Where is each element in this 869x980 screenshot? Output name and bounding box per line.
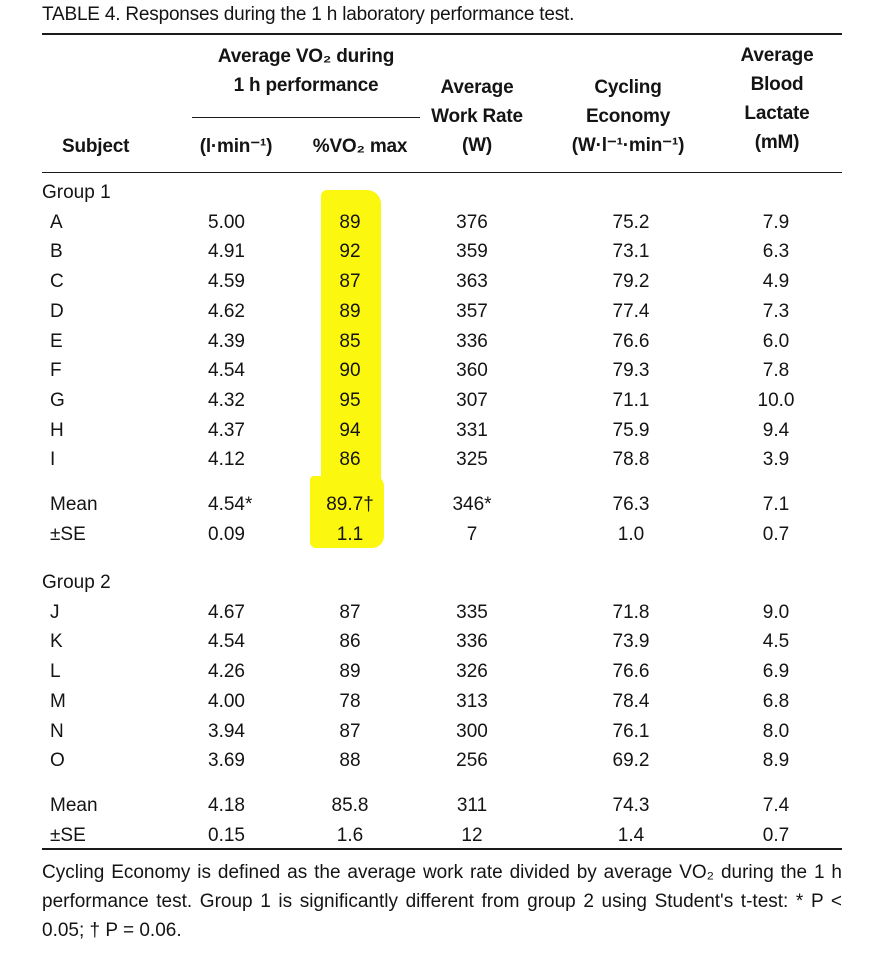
cell-economy: 76.1 [612, 720, 650, 742]
cell-lactate: 7.8 [762, 360, 790, 382]
se-cell-vo2max-pct: 1.1 [336, 523, 364, 545]
header-vo2-abs: (l·min⁻¹) [199, 136, 273, 157]
header-lactate-line2: Blood [750, 74, 804, 95]
cell-vo2max-pct: 88 [339, 750, 361, 772]
header-rule [42, 172, 842, 173]
mean-cell-economy: 76.3 [612, 494, 650, 515]
se-cell-vo2max-pct: 1.6 [336, 824, 364, 846]
cell-economy: 76.6 [612, 661, 650, 683]
mean-cell-economy: 74.3 [612, 794, 650, 816]
header-vo2-line1: Average VO₂ during [217, 46, 395, 67]
cell-work-rate: 300 [456, 720, 488, 742]
cell-work-rate: 331 [456, 419, 488, 441]
mean-cell-work-rate: 346* [452, 494, 492, 515]
header-economy-line2: Economy [585, 106, 671, 127]
cell-vo2max-pct: 85 [339, 330, 361, 352]
cell-economy: 79.3 [612, 360, 650, 382]
bottom-rule [42, 848, 842, 850]
header-lactate-line3: Lactate [744, 103, 810, 124]
cell-vo2max-pct: 95 [339, 389, 361, 411]
cell-subject: J [50, 601, 60, 623]
header-lactate [722, 41, 832, 157]
header-work-rate-unit: (W) [462, 135, 492, 156]
header-vo2-group [192, 42, 420, 100]
mean-cell-vo2max-pct: 89.7† [326, 494, 374, 515]
se-cell-lactate: 0.7 [762, 824, 790, 846]
cell-economy: 78.8 [612, 449, 650, 471]
se-cell-work-rate: 7 [466, 523, 478, 545]
se-cell-economy: 1.4 [617, 824, 645, 846]
mean-label: Mean [50, 494, 98, 515]
cell-subject: E [50, 330, 63, 352]
cell-work-rate: 336 [456, 330, 488, 352]
cell-subject: C [50, 271, 64, 293]
cell-economy: 69.2 [612, 750, 650, 772]
header-work-rate-line2: Work Rate [431, 106, 523, 127]
cell-economy: 73.1 [612, 241, 650, 263]
cell-vo2max-pct: 86 [339, 631, 361, 653]
cell-economy: 73.9 [612, 631, 650, 653]
cell-vo2: 5.00 [208, 211, 245, 233]
cell-economy: 79.2 [612, 271, 650, 293]
cell-vo2max-pct: 78 [339, 690, 361, 712]
cell-lactate: 4.9 [762, 271, 790, 293]
header-economy [548, 73, 708, 160]
cell-lactate: 6.8 [762, 690, 790, 712]
header-vo2-pct: %VO₂ max [312, 136, 408, 157]
cell-economy: 77.4 [612, 300, 650, 322]
cell-work-rate: 307 [456, 389, 488, 411]
cell-vo2: 3.94 [208, 720, 245, 742]
cell-economy: 71.8 [612, 601, 650, 623]
mean-cell-lactate: 7.4 [762, 794, 790, 816]
table-caption: TABLE 4. Responses during the 1 h laboratory performance test. [42, 4, 575, 25]
group-label: Group 1 [42, 182, 111, 203]
cell-work-rate: 363 [456, 271, 488, 293]
cell-vo2max-pct: 86 [339, 449, 361, 471]
cell-vo2: 4.62 [208, 300, 245, 322]
cell-economy: 75.2 [612, 211, 650, 233]
cell-vo2max-pct: 89 [339, 211, 361, 233]
cell-work-rate: 256 [456, 750, 488, 772]
cell-lactate: 6.0 [762, 330, 790, 352]
cell-vo2max-pct: 90 [339, 360, 361, 382]
cell-lactate: 9.0 [762, 601, 790, 623]
vo2-group-underline [192, 117, 420, 118]
cell-vo2: 4.00 [208, 690, 245, 712]
cell-work-rate: 325 [456, 449, 488, 471]
cell-vo2: 4.39 [208, 330, 245, 352]
header-lactate-line1: Average [740, 45, 814, 66]
cell-subject: I [50, 449, 56, 471]
cell-subject: F [50, 360, 62, 382]
cell-subject: O [50, 750, 65, 772]
cell-vo2: 3.69 [208, 750, 245, 772]
mean-cell-vo2max-pct: 85.8 [331, 794, 369, 816]
cell-vo2: 4.54 [208, 360, 245, 382]
cell-subject: B [50, 241, 63, 263]
cell-vo2max-pct: 87 [339, 601, 361, 623]
cell-lactate: 6.3 [762, 241, 790, 263]
cell-economy: 76.6 [612, 330, 650, 352]
cell-vo2max-pct: 89 [339, 661, 361, 683]
header-economy-line1: Cycling [594, 77, 662, 98]
cell-vo2max-pct: 89 [339, 300, 361, 322]
mean-cell-work-rate: 311 [456, 794, 488, 816]
cell-vo2: 4.67 [208, 601, 245, 623]
cell-lactate: 8.9 [762, 750, 790, 772]
cell-vo2: 4.26 [208, 661, 245, 683]
mean-cell-vo2: 4.18 [208, 794, 245, 816]
cell-subject: A [50, 211, 63, 233]
header-vo2-line2: 1 h performance [233, 75, 379, 96]
cell-vo2: 4.12 [208, 449, 245, 471]
cell-vo2max-pct: 92 [339, 241, 361, 263]
cell-subject: K [50, 631, 63, 653]
cell-subject: N [50, 720, 64, 742]
cell-vo2max-pct: 87 [339, 720, 361, 742]
group-label: Group 2 [42, 572, 111, 593]
cell-work-rate: 357 [456, 300, 488, 322]
cell-work-rate: 360 [456, 360, 488, 382]
cell-economy: 75.9 [612, 419, 650, 441]
se-cell-vo2: 0.09 [208, 523, 245, 545]
cell-vo2: 4.37 [208, 419, 245, 441]
cell-work-rate: 335 [456, 601, 488, 623]
cell-lactate: 4.5 [762, 631, 790, 653]
se-cell-work-rate: 12 [461, 824, 483, 846]
cell-subject: D [50, 300, 64, 322]
cell-work-rate: 326 [456, 661, 488, 683]
cell-economy: 78.4 [612, 690, 650, 712]
header-work-rate-line1: Average [440, 77, 514, 98]
cell-lactate: 7.9 [762, 211, 790, 233]
cell-work-rate: 336 [456, 631, 488, 653]
cell-work-rate: 376 [456, 211, 488, 233]
cell-vo2: 4.91 [208, 241, 245, 263]
cell-vo2: 4.32 [208, 389, 245, 411]
cell-vo2: 4.54 [208, 631, 245, 653]
cell-lactate: 3.9 [762, 449, 790, 471]
se-cell-lactate: 0.7 [762, 523, 790, 545]
header-economy-unit: (W·l⁻¹·min⁻¹) [571, 135, 685, 156]
table-footnote: Cycling Economy is defined as the average work rate divided by average VO₂ during the 1 h performance test. Group 1 is significantly different from group 2 using Student's t-test: * P < 0.05; † P = 0.06. [42, 862, 842, 941]
cell-vo2: 4.59 [208, 271, 245, 293]
header-subject: Subject [62, 136, 130, 157]
cell-lactate: 8.0 [762, 720, 790, 742]
header-lactate-unit: (mM) [754, 132, 800, 153]
se-label: ±SE [50, 824, 86, 846]
se-cell-vo2: 0.15 [208, 824, 245, 846]
cell-lactate: 6.9 [762, 661, 790, 683]
cell-lactate: 7.3 [762, 300, 790, 322]
cell-work-rate: 313 [456, 690, 488, 712]
mean-label: Mean [50, 794, 98, 816]
cell-subject: L [50, 661, 61, 683]
top-rule [42, 33, 842, 35]
cell-economy: 71.1 [612, 389, 650, 411]
mean-cell-lactate: 7.1 [762, 494, 790, 515]
cell-lactate: 10.0 [757, 389, 795, 411]
se-cell-economy: 1.0 [617, 523, 645, 545]
cell-vo2max-pct: 94 [339, 419, 361, 441]
cell-subject: G [50, 389, 65, 411]
cell-work-rate: 359 [456, 241, 488, 263]
cell-subject: M [50, 690, 66, 712]
header-work-rate [422, 73, 532, 160]
cell-lactate: 9.4 [762, 419, 790, 441]
mean-cell-vo2: 4.54* [208, 494, 253, 515]
se-label: ±SE [50, 523, 86, 545]
cell-vo2max-pct: 87 [339, 271, 361, 293]
cell-subject: H [50, 419, 64, 441]
